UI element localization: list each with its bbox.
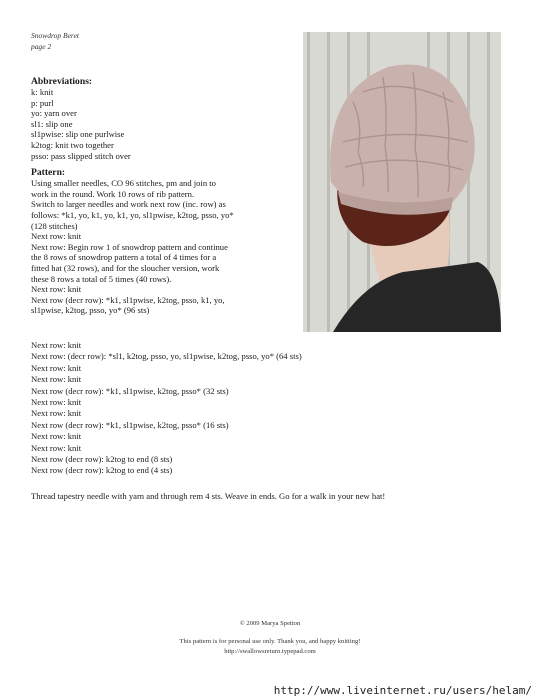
pattern-line: Next row: knit — [31, 284, 82, 295]
abbreviation-item: k2tog: knit two together — [31, 139, 114, 150]
abbreviation-item: k: knit — [31, 87, 54, 97]
page-number: page 2 — [31, 42, 52, 51]
pattern-title: Snowdrop Beret — [31, 31, 79, 40]
page-header — [31, 30, 79, 52]
page-footer — [0, 619, 540, 657]
closing-instruction: Thread tapestry needle with yarn and through rem 4 sts. Weave in ends. Go for a walk in your new hat! — [31, 491, 386, 501]
pattern-line: Next row: Begin row 1 of snowdrop pattern and continue — [31, 241, 228, 252]
pattern-line: Next row: knit — [31, 374, 82, 385]
abbreviation-item: psso: pass slipped stitch over — [31, 150, 131, 161]
hat-photo-illustration — [303, 32, 501, 332]
pattern-line: (128 stitches) — [31, 220, 78, 231]
pattern-line: Using smaller needles, CO 96 stitches, pm and join to — [31, 178, 216, 189]
watermark-url: http://www.liveinternet.ru/users/helam/ — [273, 684, 532, 697]
pattern-line: Next row: knit — [31, 442, 82, 453]
footer-url-link[interactable]: http://swallowsreturn.typepad.com — [224, 648, 316, 655]
pattern-line: Next row: knit — [31, 362, 82, 373]
pattern-line: Next row: knit — [31, 231, 82, 242]
abbreviation-item: sl1pwise: slip one purlwise — [31, 129, 125, 140]
pattern-line: Next row (decr row): *k1, sl1pwise, k2tog, psso* (32 sts) — [31, 385, 229, 396]
abbreviation-item: yo: yarn over — [31, 108, 77, 119]
pattern-line: Next row: knit — [31, 431, 82, 442]
pattern-line: sl1pwise, k2tog, psso, yo* (96 sts) — [31, 305, 150, 316]
pattern-line: Next row (decr row): *k1, sl1pwise, k2tog, psso, k1, yo, — [31, 294, 225, 305]
pattern-line: fitted hat (32 rows), and for the sloucher version, work — [31, 262, 220, 273]
pattern-line: Next row (decr row): k2tog to end (8 sts) — [31, 454, 173, 465]
pattern-heading: Pattern: — [31, 167, 66, 179]
pattern-line: Next row: knit — [31, 397, 82, 408]
pattern-line: Next row: knit — [31, 340, 82, 350]
usage-note: This pattern is for personal use only. Thank you, and happy knitting! — [179, 638, 361, 645]
pattern-line: Next row: knit — [31, 408, 82, 419]
abbreviations-list — [31, 87, 299, 161]
pattern-line: work in the round. Work 10 rows of rib pattern. — [31, 188, 195, 199]
copyright-text: © 2009 Marya Spetton — [239, 620, 301, 627]
abbreviation-item: p: purl — [31, 97, 54, 108]
pattern-line: Next row (decr row): *k1, sl1pwise, k2tog, psso* (16 sts) — [31, 419, 229, 430]
pattern-line: the 8 rows of snowdrop pattern a total of 4 times for a — [31, 252, 217, 263]
hat-photo — [303, 32, 501, 332]
pattern-line: Next row: (decr row): *sl1, k2tog, psso, yo, sl1pwise, k2tog, psso, yo* (64 sts) — [31, 351, 302, 362]
pattern-lines — [31, 178, 299, 316]
pattern-line: follows: *k1, yo, k1, yo, k1, yo, sl1pwise, k2tog, psso, yo* — [31, 209, 234, 220]
pattern-line: Switch to larger needles and work next row (inc. row) as — [31, 199, 226, 210]
abbreviations-heading: Abbreviations: — [31, 76, 93, 87]
pattern-decrease-rows — [31, 340, 511, 477]
pattern-instructions — [31, 76, 299, 316]
abbreviation-item: sl1: slip one — [31, 118, 73, 129]
pattern-line: Next row (decr row): k2tog to end (4 sts) — [31, 465, 173, 476]
pattern-line: these 8 rows a total of 5 times (40 rows). — [31, 273, 172, 284]
